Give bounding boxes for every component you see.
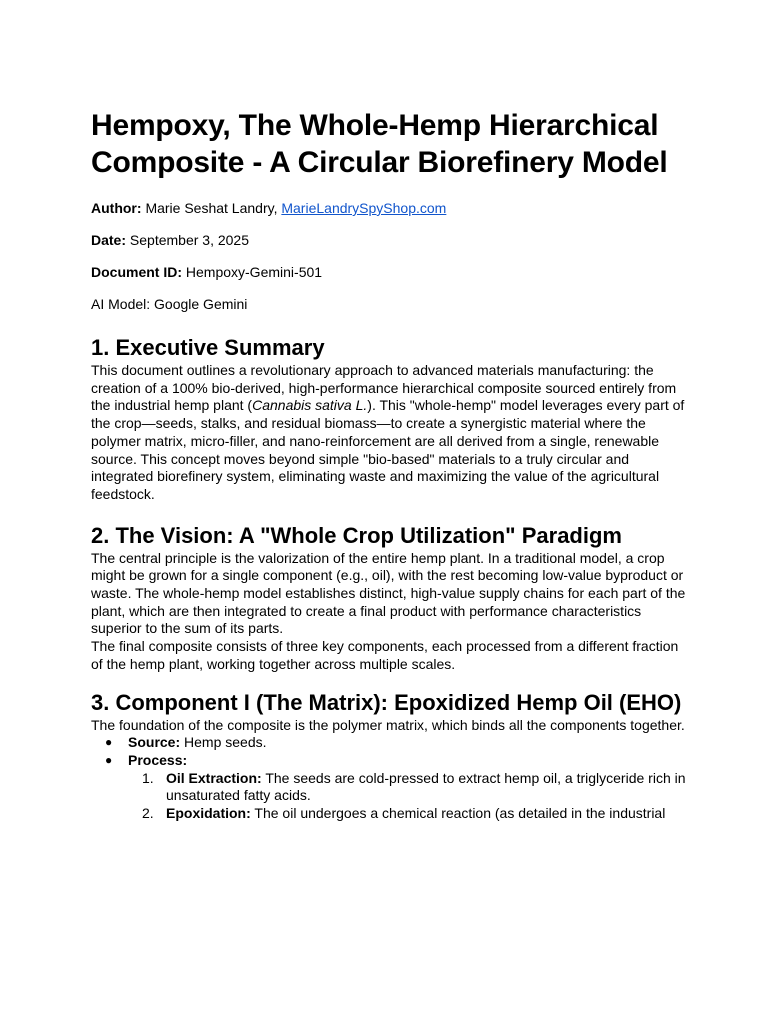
- document-id-line: [91, 264, 687, 281]
- author-line: [91, 200, 687, 217]
- oil-extraction-label: Oil Extraction:: [166, 769, 262, 786]
- list-item-epoxidation: [91, 805, 687, 823]
- date-line: [91, 232, 687, 249]
- process-steps-list: [128, 770, 687, 823]
- source-text: Hemp seeds.: [180, 734, 267, 751]
- source-label: Source:: [128, 734, 181, 751]
- section-heading-vision: 2. The Vision: A "Whole Crop Utilization" Paradigm: [91, 522, 622, 548]
- document-id-value: Hempoxy-Gemini-501: [185, 264, 323, 280]
- oil-extraction-text: The seeds are cold-pressed to extract hemp oil, a triglyceride rich in unsaturated fatty acids.: [166, 769, 686, 804]
- date-label: Date:: [91, 232, 127, 248]
- executive-summary-paragraph: [91, 362, 687, 504]
- step-number: 1.: [142, 769, 154, 786]
- document-title: Hempoxy, The Whole-Hemp Hierarchical Composite - A Circular Biorefinery Model: [91, 109, 668, 179]
- list-item-oil-extraction: [91, 770, 687, 805]
- author-website-link[interactable]: MarieLandrySpyShop.com: [281, 200, 447, 216]
- summary-text-part-1: This document outlines a revolutionary approach to advanced materials manufacturing: the creation of a 100% bio-derived, high-performance hierarchical composite sourced entirely from the industrial hemp plant (: [91, 362, 677, 414]
- author-label: Author:: [91, 200, 142, 216]
- ai-model-line: AI Model: Google Gemini: [91, 296, 248, 312]
- bullet-icon: ●: [105, 735, 113, 750]
- vision-paragraph-1: The central principle is the valorization of the entire hemp plant. In a traditional model, a crop might be grown for a single component (e.g., oil), with the rest becoming low-value byproduct or waste. The whole-hemp model establishes distinct, high-value supply chains for each part of the plant, which are then integrated to create a final product with performance characteristics superior to the sum of its parts.: [91, 549, 686, 637]
- date-value: September 3, 2025: [129, 232, 249, 248]
- list-item-source: [91, 734, 687, 752]
- epoxidation-label: Epoxidation:: [166, 805, 251, 822]
- summary-text-part-2: ). This "whole-hemp" model leverages every part of the crop—seeds, stalks, and residual biomass—to create a synergistic material where the polymer matrix, micro-filler, and nano-reinforcement are all derived from a single, renewable source. This concept moves beyond simple "bio-based" materials to a truly circular and integrated biorefinery system, eliminating waste and maximizing the value of the agricultural feedstock.: [91, 397, 685, 502]
- section-heading-executive-summary: 1. Executive Summary: [91, 335, 325, 360]
- vision-paragraph-2: The final composite consists of three key components, each processed from a different fraction of the hemp plant, working together across multiple scales.: [91, 638, 679, 672]
- section-heading-matrix: 3. Component I (The Matrix): Epoxidized Hemp Oil (EHO): [91, 689, 682, 715]
- document-id-label: Document ID:: [91, 264, 182, 280]
- matrix-bullet-list: [91, 734, 687, 823]
- species-name: Cannabis sativa L.: [252, 397, 368, 414]
- list-item-process: [91, 752, 687, 823]
- epoxidation-text: The oil undergoes a chemical reaction (as detailed in the industrial: [250, 805, 666, 822]
- document-content: [91, 107, 687, 823]
- matrix-intro-paragraph: The foundation of the composite is the polymer matrix, which binds all the components together.: [91, 716, 685, 733]
- process-label: Process:: [128, 751, 188, 768]
- author-name: Marie Seshat Landry,: [145, 200, 278, 216]
- step-number: 2.: [142, 805, 154, 822]
- bullet-icon: ●: [105, 752, 113, 767]
